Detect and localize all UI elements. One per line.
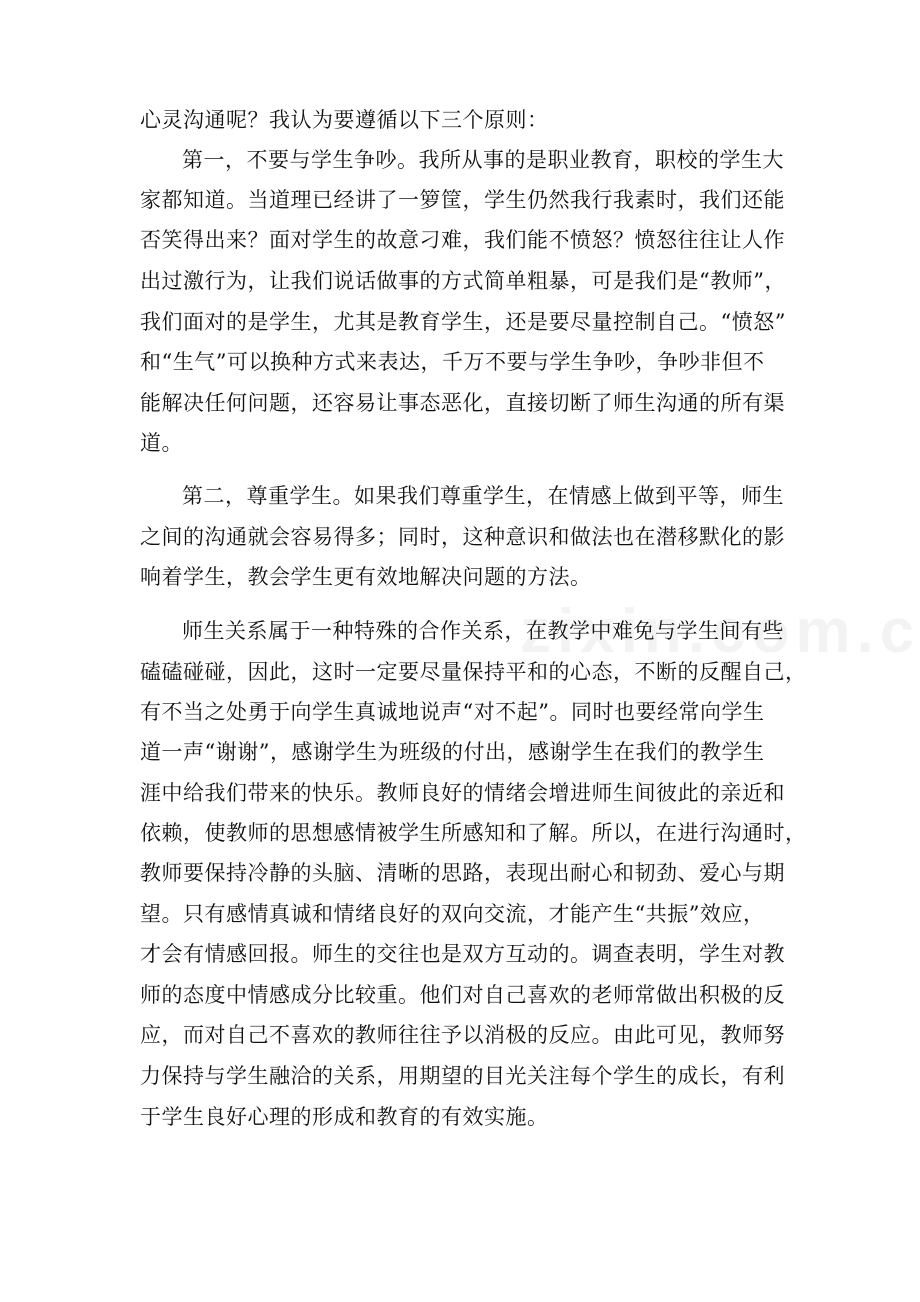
- text-line: 否笑得出来？面对学生的故意刁难，我们能不愤怒？愤怒往往让人作: [140, 228, 785, 252]
- text-line: 有不当之处勇于向学生真诚地说声“对不起”。同时也要经常向学生: [140, 700, 765, 724]
- text-line: 心灵沟通呢？我认为要遵循以下三个原则：: [140, 108, 549, 132]
- text-line: 之间的沟通就会容易得多；同时，这种意识和做法也在潜移默化的影: [140, 525, 785, 549]
- text-line: 家都知道。当道理已经讲了一箩筐，学生仍然我行我素时，我们还能: [140, 188, 785, 212]
- text-line: 师生关系属于一种特殊的合作关系，在教学中难免与学生间有些: [182, 619, 784, 643]
- text-line: 于学生良好心理的形成和教育的有效实施。: [140, 1105, 549, 1129]
- text-line: 磕磕碰碰，因此，这时一定要尽量保持平和的心态，不断的反醒自己，: [140, 660, 807, 684]
- text-line: 教师要保持冷静的头脑、清晰的思路，表现出耐心和韧劲、爱心与期: [140, 861, 785, 885]
- text-line: 能解决任何问题，还容易让事态恶化，直接切断了师生沟通的所有渠: [140, 391, 785, 415]
- text-line: 涯中给我们带来的快乐。教师良好的情绪会增进师生间彼此的亲近和: [140, 781, 785, 805]
- text-line: 才会有情感回报。师生的交往也是双方互动的。调查表明，学生对教: [140, 942, 785, 966]
- text-line: 望。只有感情真诚和情绪良好的双向交流，才能产生“共振”效应，: [140, 902, 765, 926]
- text-line: 出过激行为，让我们说话做事的方式简单粗暴，可是我们是“教师”，: [140, 269, 786, 293]
- text-line: 响着学生，教会学生更有效地解决问题的方法。: [140, 565, 592, 589]
- text-line: 和“生气”可以换种方式来表达，千万不要与学生争吵，争吵非但不: [140, 350, 765, 374]
- text-line: 依赖，使教师的思想感情被学生所感知和了解。所以，在进行沟通时，: [140, 821, 807, 845]
- text-line: 师的态度中情感成分比较重。他们对自己喜欢的老师常做出积极的反: [140, 983, 785, 1007]
- text-line: 道。: [140, 431, 183, 455]
- text-line: 道一声“谢谢”，感谢学生为班级的付出，感谢学生在我们的教学生: [140, 740, 765, 764]
- text-line: 第二，尊重学生。如果我们尊重学生，在情感上做到平等，师生: [182, 484, 784, 508]
- text-line: 力保持与学生融洽的关系，用期望的目光关注每个学生的成长，有利: [140, 1064, 785, 1088]
- text-line: 应，而对自己不喜欢的教师往往予以消极的反应。由此可见，教师努: [140, 1023, 785, 1047]
- text-line: 我们面对的是学生，尤其是教育学生，还是要尽量控制自己。“愤怒”: [140, 310, 786, 334]
- text-line: 第一，不要与学生争吵。我所从事的是职业教育，职校的学生大: [182, 148, 784, 172]
